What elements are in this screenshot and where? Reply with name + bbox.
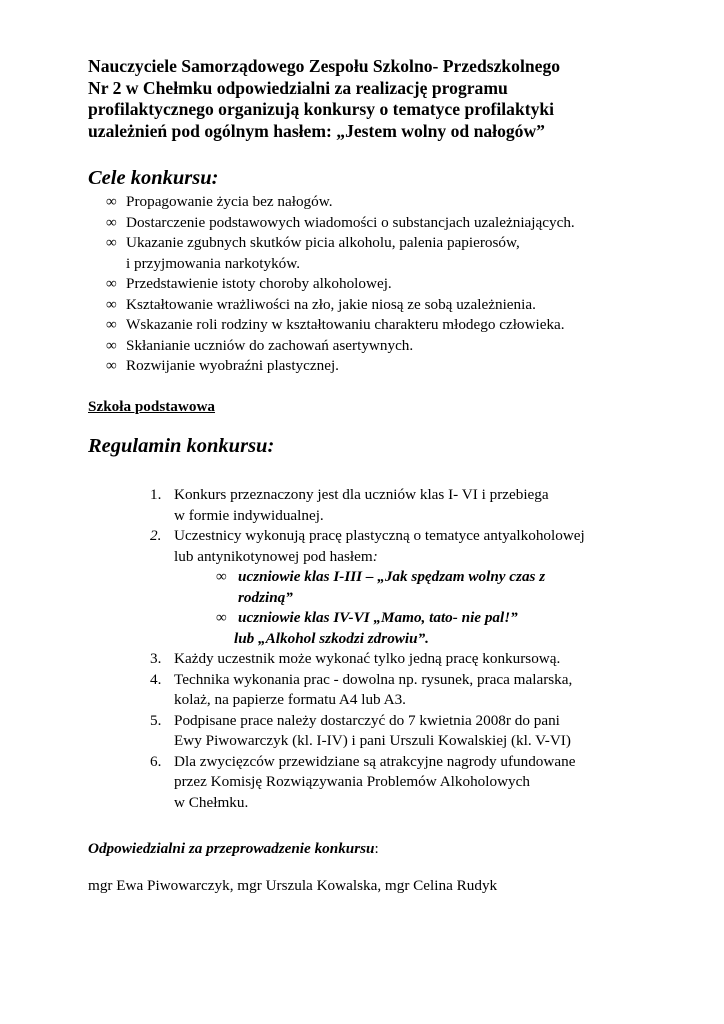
rule-number: 3. xyxy=(150,650,162,667)
goal-item: ∞ Rozwijanie wyobraźni plastycznej. xyxy=(88,356,575,377)
rule-item: 4. Technika wykonania prac - dowolna np. rysunek, praca malarska, kolaż, na papierze formatu A4 lub A3. xyxy=(150,670,573,708)
goal-item: ∞ Ukazanie zgubnych skutków picia alkoholu, palenia papierosów, i przyjmowania narkotyków. xyxy=(88,233,575,274)
goals-list xyxy=(88,192,575,377)
title-line: uzależnień pod ogólnym hasłem: „Jestem wolny od nałogów” xyxy=(88,120,545,141)
infinity-bullet-icon: ∞ xyxy=(106,357,117,374)
goal-item: ∞ Propagowanie życia bez nałogów. xyxy=(88,192,575,213)
infinity-bullet-icon: ∞ xyxy=(106,193,117,210)
infinity-bullet-icon: ∞ xyxy=(106,336,117,354)
rule-number: 1. xyxy=(150,486,162,503)
rules-list xyxy=(150,485,710,813)
goal-item: ∞ Dostarczenie podstawowych wiadomości o substancjach uzależniających. xyxy=(88,213,575,234)
responsible-label: Odpowiedzialni za przeprowadzenie konkursu: xyxy=(88,840,379,857)
sub-item: ∞ uczniowie klas I-III – „Jak spędzam wolny czas z xyxy=(174,567,710,588)
rule-item: 2. Uczestnicy wykonują pracę plastyczną o tematyce antyalkoholowej lub antynikotynowej pod hasłem: ∞ uczniowie klas I-III – „Jak spędzam wolny czas z rodziną” ∞ uczniowie klas IV-VI „Mamo, tato- nie pal!” lub „Alkohol szkodzi zdrowiu”. xyxy=(150,526,710,649)
school-level-heading: Szkoła podstawowa xyxy=(88,398,216,415)
infinity-bullet-icon: ∞ xyxy=(106,295,117,313)
goal-item: ∞ Przedstawienie istoty choroby alkoholowej. xyxy=(88,274,575,295)
rule-number: 4. xyxy=(150,670,162,688)
infinity-bullet-icon: ∞ xyxy=(216,568,227,585)
rules-heading: Regulamin konkursu: xyxy=(88,435,275,457)
rule-item: 1. Konkurs przeznaczony jest dla uczniów klas I- VI i przebiega w formie indywidualnej. xyxy=(150,486,549,524)
infinity-bullet-icon: ∞ xyxy=(106,213,117,231)
sub-item: ∞ uczniowie klas IV-VI „Mamo, tato- nie pal!” xyxy=(174,608,710,629)
title-line: Nauczyciele Samorządowego Zespołu Szkolno- Przedszkolnego xyxy=(88,56,561,76)
goal-item: ∞ Wskazanie roli rodziny w kształtowaniu charakteru młodego człowieka. xyxy=(88,315,575,336)
document-title xyxy=(88,56,688,142)
infinity-bullet-icon: ∞ xyxy=(216,609,227,626)
goals-heading: Cele konkursu: xyxy=(88,167,219,189)
goal-item: ∞ Kształtowanie wrażliwości na zło, jakie niosą ze sobą uzależnienia. xyxy=(88,295,575,316)
title-line: Nr 2 w Chełmku odpowiedzialni za realizację programu xyxy=(88,77,508,98)
rule-item: 5. Podpisane prace należy dostarczyć do 7 kwietnia 2008r do pani Ewy Piwowarczyk (kl. I-IV) i pani Urszuli Kowalskiej (kl. V-VI) xyxy=(150,711,571,749)
goal-item: ∞ Skłanianie uczniów do zachowań asertywnych. xyxy=(88,336,575,357)
rule-number: 6. xyxy=(150,752,162,770)
infinity-bullet-icon: ∞ xyxy=(106,316,117,333)
rule-item: 3. Każdy uczestnik może wykonać tylko jedną pracę konkursową. xyxy=(150,649,710,670)
infinity-bullet-icon: ∞ xyxy=(106,275,117,292)
rule-number: 2. xyxy=(150,527,162,544)
infinity-bullet-icon: ∞ xyxy=(106,234,117,251)
title-line: profilaktycznego organizują konkursy o tematyce profilaktyki xyxy=(88,99,555,119)
rule-item: 6. Dla zwycięzców przewidziane są atrakcyjne nagrody ufundowane przez Komisję Rozwiązywania Problemów Alkoholowych w Chełmku. xyxy=(150,752,576,811)
responsible-names: mgr Ewa Piwowarczyk, mgr Urszula Kowalska, mgr Celina Rudyk xyxy=(88,877,498,894)
rule-number: 5. xyxy=(150,711,162,729)
